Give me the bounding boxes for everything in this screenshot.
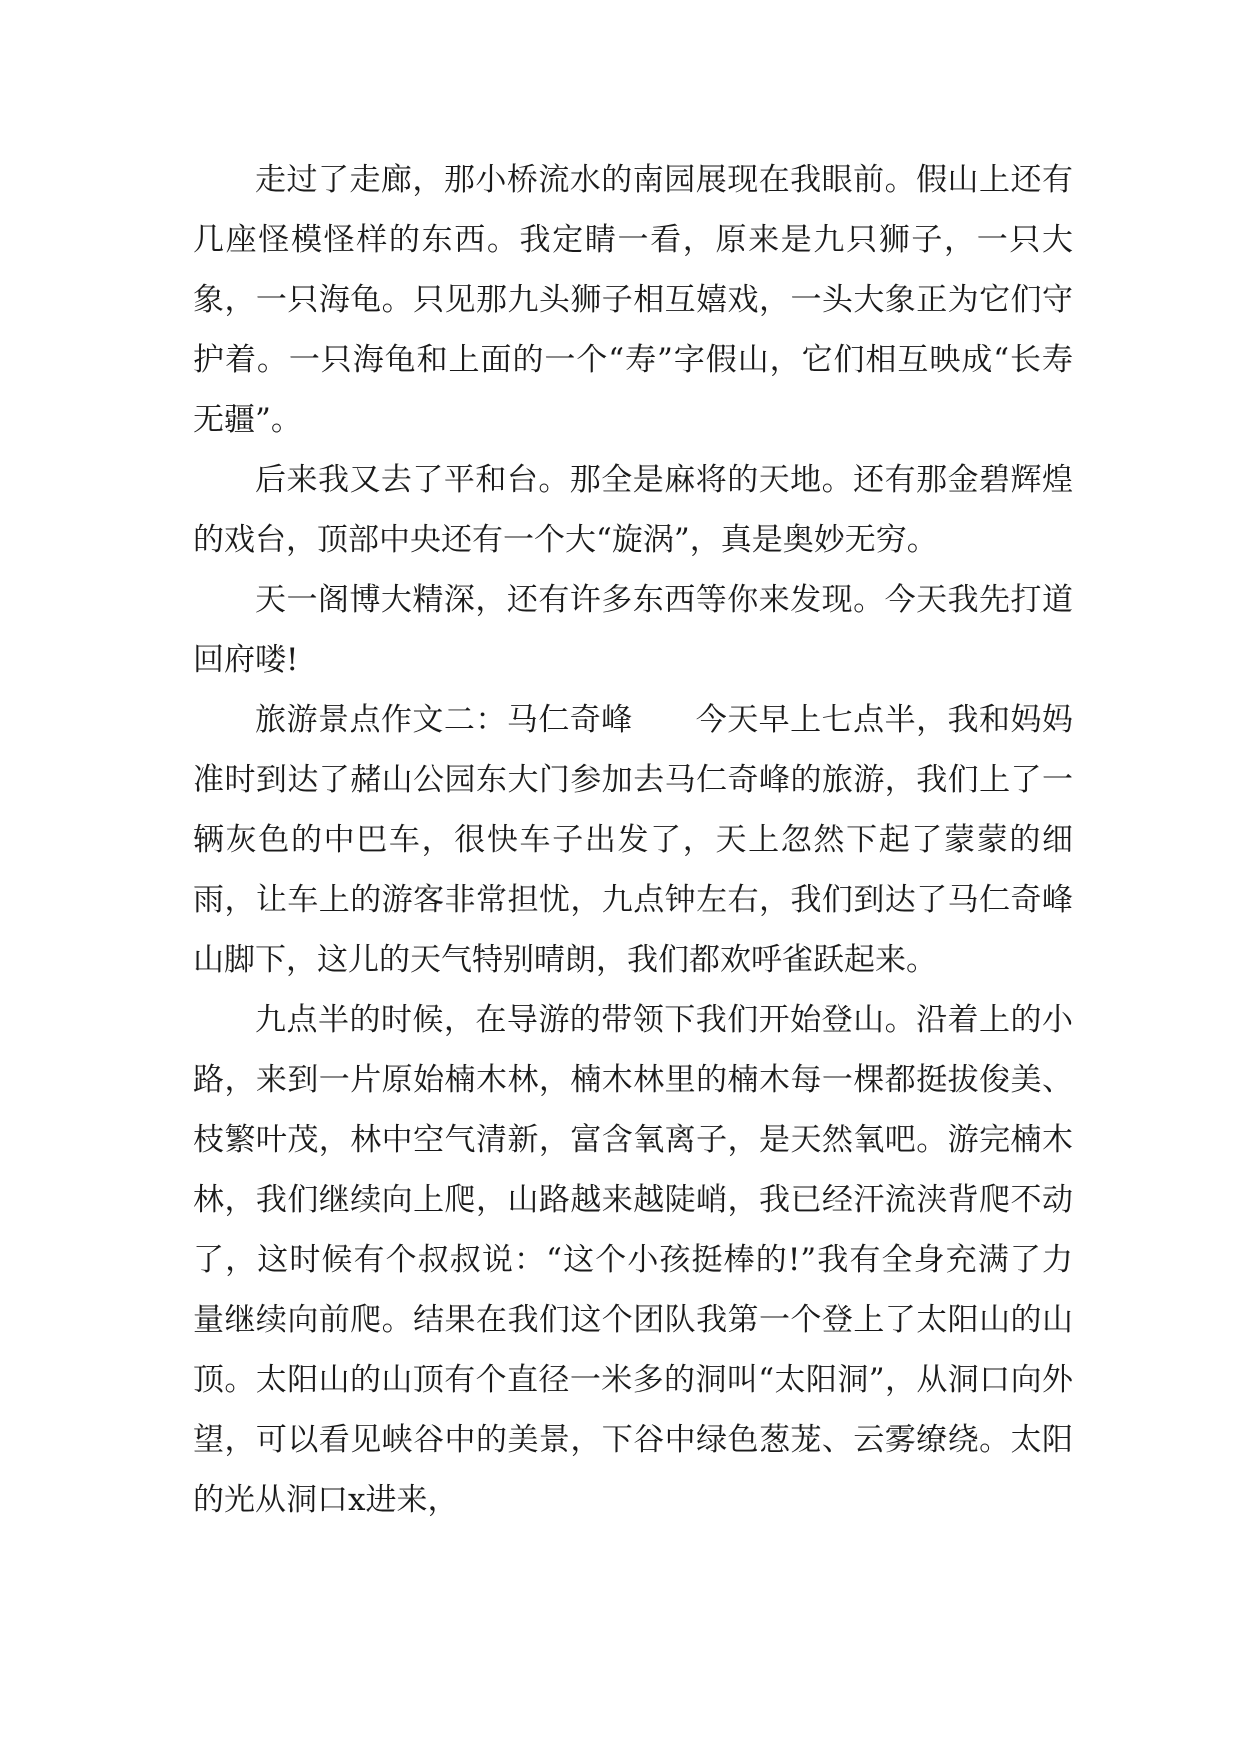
paragraph-tianyi-pavilion: 天一阁博大精深，还有许多东西等你来发现。今天我先打道回府喽! — [193, 582, 1073, 678]
paragraph-pinghe-stage: 后来我又去了平和台。那全是麻将的天地。还有那金碧辉煌的戏台，顶部中央还有一个大“旋涡”，真是奥妙无穷。 — [193, 462, 1073, 558]
paragraph-mountain-climb: 九点半的时候，在导游的带领下我们开始登山。沿着上的小路，来到一片原始楠木林，楠木林里的楠木每一棵都挺拔俊美、枝繁叶茂，林中空气清新，富含氧离子，是天然氧吧。游完楠木林，我们继续向上爬，山路越来越陡峭，我已经汗流浃背爬不动了，这时候有个叔叔说：“这个小孩挺棒的!”我有全身充满了力量继续向前爬。结果在我们这个团队我第一个登上了太阳山的山顶。太阳山的山顶有个直径一米多的洞叫“太阳洞”，从洞口向外望，可以看见峡谷中的美景，下谷中绿色葱茏、云雾缭绕。太阳的光从洞口x进来， — [193, 1002, 1073, 1518]
paragraph-south-garden: 走过了走廊，那小桥流水的南园展现在我眼前。假山上还有几座怪模怪样的东西。我定睛一看，原来是九只狮子，一只大象，一只海龟。只见那九头狮子相互嬉戏，一头大象正为它们守护着。一只海龟和上面的一个“寿”字假山，它们相互映成“长寿无疆”。 — [193, 162, 1073, 438]
document-body — [193, 150, 1073, 1530]
paragraph-essay-two-intro: 旅游景点作文二：马仁奇峰 今天早上七点半，我和妈妈准时到达了赭山公园东大门参加去马仁奇峰的旅游，我们上了一辆灰色的中巴车，很快车子出发了，天上忽然下起了蒙蒙的细雨，让车上的游客非常担忧，九点钟左右，我们到达了马仁奇峰山脚下，这儿的天气特别晴朗，我们都欢呼雀跃起来。 — [193, 702, 1073, 978]
